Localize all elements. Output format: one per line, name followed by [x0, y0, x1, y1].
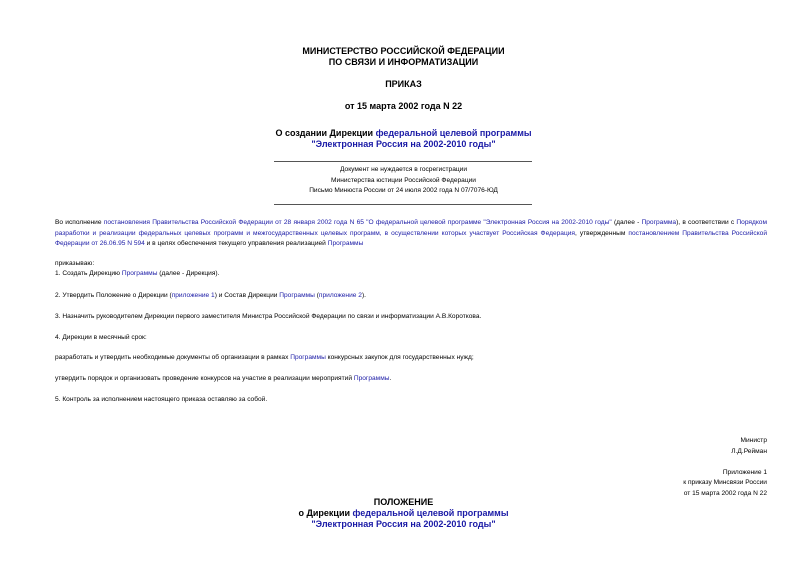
preamble-paragraph [55, 218, 767, 250]
preamble-text-3: ), в соответствии с [676, 219, 737, 226]
preamble-text-1: Во исполнение [55, 219, 104, 226]
registration-note-1: Документ не нуждается в госрегистрации [339, 166, 468, 173]
item-1-program-link[interactable]: Программы [121, 270, 158, 277]
regulation-subtitle-2 [0, 519, 807, 530]
doc-type: ПРИКАЗ [385, 79, 422, 89]
regulation-heading: ПОЛОЖЕНИЕ [373, 497, 434, 507]
preamble-link-program[interactable]: Программа [641, 219, 677, 226]
doc-date-number: от 15 марта 2002 года N 22 [344, 101, 463, 111]
regulation-prefix: о Дирекции [298, 508, 353, 518]
order-title-program-link[interactable]: федеральной целевой программы [375, 128, 532, 138]
order-title-program-name-link[interactable]: "Электронная Россия на 2002-2010 годы" [311, 139, 496, 149]
item-5: 5. Контроль за исполнением настоящего приказа оставляю за собой. [55, 396, 268, 403]
item-4b-program-link[interactable]: Программы [353, 375, 390, 382]
item-1-tail: (далее - Дирекция). [157, 270, 220, 277]
preamble-text-2: (далее - [611, 219, 642, 226]
order-title-prefix: О создании Дирекции [275, 128, 376, 138]
item-4b-tail: . [389, 375, 392, 382]
registration-note-2: Министерства юстиции Российской Федерации [331, 177, 476, 184]
item-4a [55, 353, 474, 363]
item-3: 3. Назначить руководителем Дирекции первого заместителя Министра Российской Федерации по связи и информатизации А.В.Короткова. [55, 313, 482, 320]
item-1 [55, 269, 219, 279]
signature-name: Л.Д.Рейман [731, 448, 767, 455]
item-2-mid: ) и Состав Дирекции [214, 292, 280, 299]
appendix-ref-1: Приложение 1 [722, 469, 767, 476]
preamble-link-resolution-65[interactable]: постановления Правительства Российской Федерации от 28 января 2002 года N 65 "О федеральной целевой программе "Электронная Россия на 2002-2010 годы" [103, 219, 612, 226]
order-word: приказываю: [55, 260, 95, 267]
order-title [0, 128, 807, 139]
regulation-subtitle [0, 508, 807, 519]
regulation-program-link[interactable]: федеральной целевой программы [352, 508, 509, 518]
item-2-tail: ). [361, 292, 366, 299]
appendix-ref-3: от 15 марта 2002 года N 22 [683, 490, 767, 497]
item-2-appendix-2-link[interactable]: приложение 2 [318, 292, 362, 299]
divider-top [274, 161, 532, 162]
item-2-space: ( [314, 292, 319, 299]
signature-position: Министр [740, 437, 767, 444]
appendix-ref-2: к приказу Минсвязи России [683, 479, 767, 486]
item-4b-text: утвердить порядок и организовать проведение конкурсов на участие в реализации мероприятий [55, 375, 354, 382]
ministry-line-1: МИНИСТЕРСТВО РОССИЙСКОЙ ФЕДЕРАЦИИ [302, 46, 505, 56]
item-2-appendix-1-link[interactable]: приложение 1 [171, 292, 215, 299]
item-4: 4. Дирекции в месячный срок: [55, 334, 147, 341]
item-4b [55, 374, 391, 384]
item-2-text: 2. Утвердить Положение о Дирекции ( [55, 292, 172, 299]
preamble-text-4: , утвержденным [574, 229, 629, 237]
item-2 [55, 291, 366, 301]
preamble-text-5: и в целях обеспечения текущего управления реализацией [144, 240, 328, 248]
item-4a-tail: конкурсных закупок для государственных нужд; [325, 354, 474, 361]
preamble-link-resolution-594[interactable]: постановлением Правительства Российской Федерации от 26.06.95 N 594 [55, 229, 768, 248]
preamble-link-program-2[interactable]: Программы [327, 240, 364, 248]
order-title-line-2 [0, 139, 807, 150]
preamble-link-procedure[interactable]: Порядком разработки и реализации федеральных целевых программ и межгосударственных целевых программ, в осуществлении которых участвует Российская Федерация [55, 219, 767, 237]
item-4a-program-link[interactable]: Программы [290, 354, 326, 361]
item-1-text: 1. Создать Дирекцию [55, 270, 122, 277]
regulation-program-name-link[interactable]: "Электронная Россия на 2002-2010 годы" [311, 519, 496, 529]
item-2-program-link[interactable]: Программы [279, 292, 315, 299]
divider-bottom [274, 204, 532, 205]
registration-note-3: Письмо Минюста России от 24 июля 2002 года N 07/7076-ЮД [309, 187, 498, 194]
ministry-line-2: ПО СВЯЗИ И ИНФОРМАТИЗАЦИИ [328, 57, 479, 67]
item-4a-text: разработать и утвердить необходимые документы об организации в рамках [55, 354, 291, 361]
